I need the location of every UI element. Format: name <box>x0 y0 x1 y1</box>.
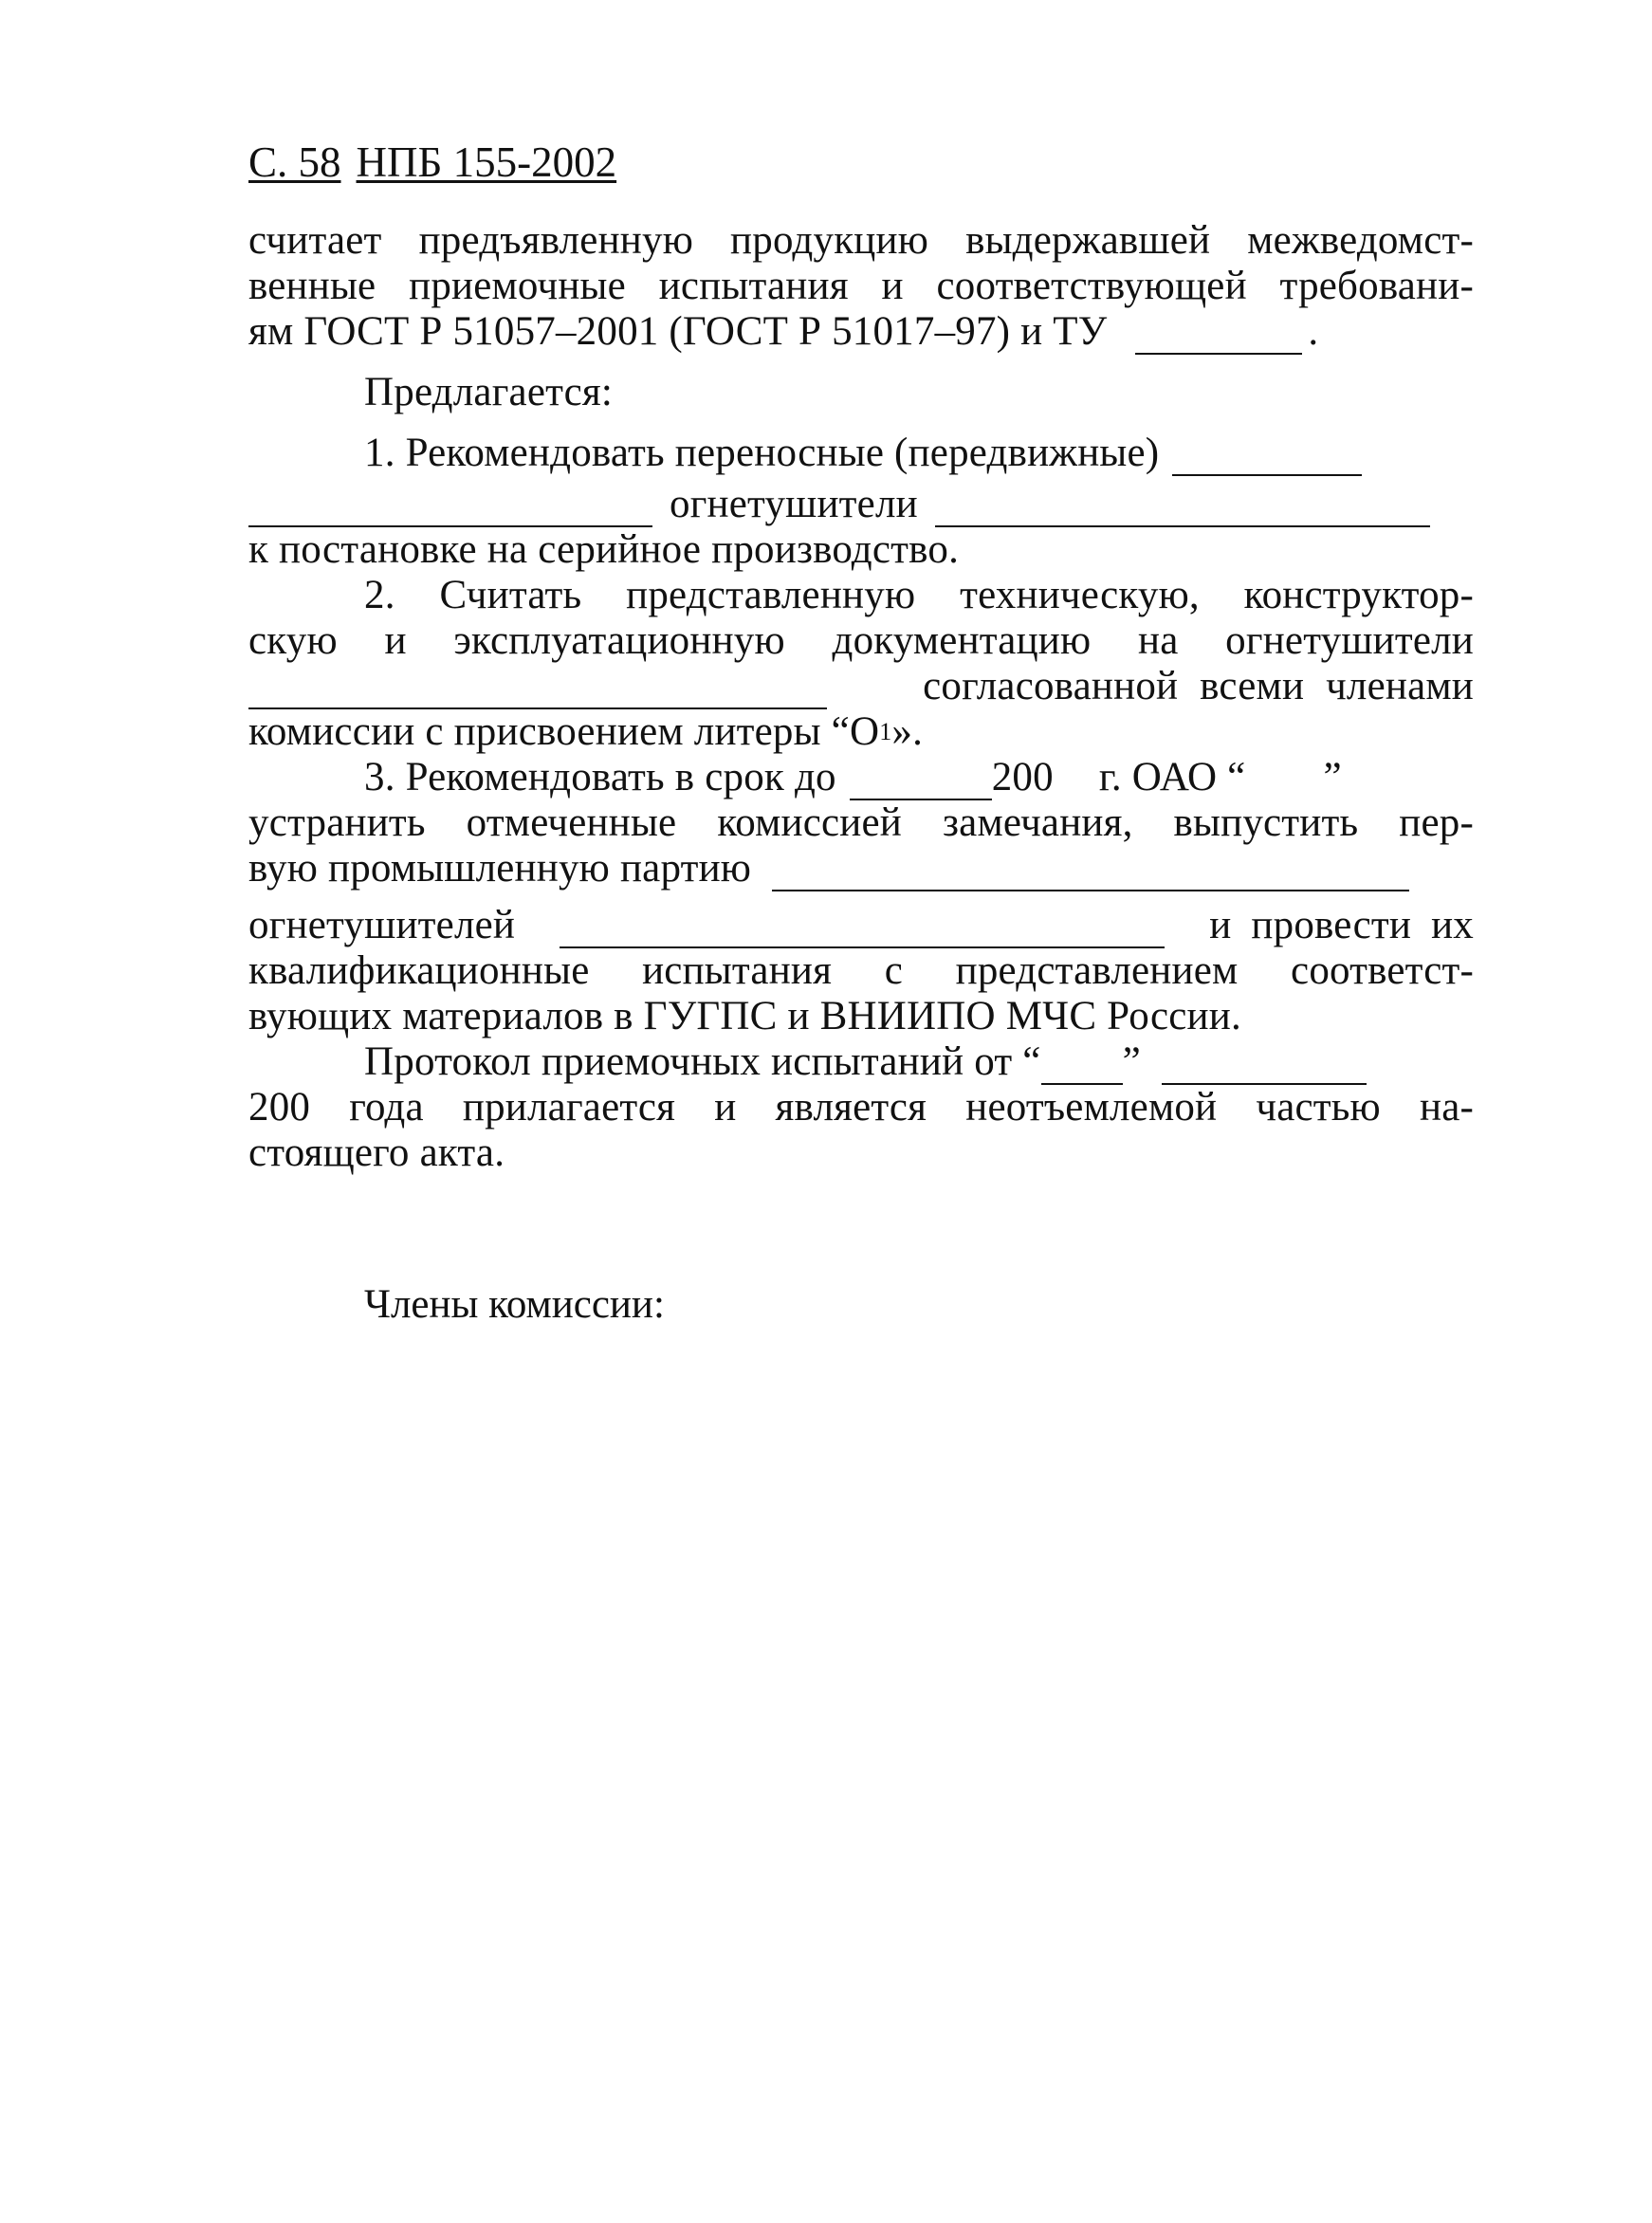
item1-blank-1 <box>1172 442 1362 476</box>
item3-batch-blank <box>772 857 1409 891</box>
item3-extinguisher-blank <box>560 914 1165 948</box>
item1-blank-3 <box>935 493 1430 527</box>
item3-line-1: 3. Рекомендовать в срок до 200 г. ОАО “ ” <box>364 755 1342 799</box>
item3-line-5: квалификационные испытания с представлением соответст- <box>248 948 1474 993</box>
proposal-heading: Предлагается: <box>364 370 614 414</box>
page-number: С. 58 <box>248 138 341 186</box>
document-code: НПБ 155-2002 <box>356 138 617 186</box>
protocol-line-2: 200 года прилагается и является неотъемлемой частью на- <box>248 1085 1474 1130</box>
protocol-month-blank <box>1162 1051 1367 1085</box>
item3-line-2: устранить отмеченные комиссией замечания, выпустить пер- <box>248 800 1474 845</box>
item3-line-4: огнетушителей и провести их <box>248 903 1474 947</box>
intro-line-1: считает предъявленную продукцию выдержавшей межведомст- <box>248 218 1474 263</box>
commission-members-heading: Члены комиссии: <box>364 1282 665 1327</box>
item2-line-1: 2. Считать представленную техническую, конструктор- <box>364 573 1474 617</box>
item1-line-1: 1. Рекомендовать переносные (передвижные) <box>248 431 1474 476</box>
item3-line-3: вую промышленную партию <box>248 846 1474 891</box>
item3-line-6: вующих материалов в ГУГПС и ВНИИПО МЧС России. <box>248 994 1241 1038</box>
item1-line-2: огнетушители <box>248 482 1474 527</box>
tu-blank <box>1135 321 1302 355</box>
intro-line-2: венные приемочные испытания и соответствующей требовани- <box>248 264 1474 308</box>
item1-line-3: к постановке на серийное производство. <box>248 527 960 572</box>
document-body <box>248 218 1474 1176</box>
protocol-line-1: Протокол приемочных испытаний от “ ” <box>248 1039 1474 1085</box>
item2-line-3: согласованной всеми членами <box>248 664 1474 709</box>
item1-blank-2 <box>248 493 652 527</box>
intro-line-3: ям ГОСТ Р 51057–2001 (ГОСТ Р 51017–97) и ТУ . <box>248 309 1319 354</box>
page-header <box>248 138 616 187</box>
item2-line-2: скую и эксплуатационную документацию на огнетушители <box>248 618 1474 663</box>
protocol-line-3: стоящего акта. <box>248 1130 505 1175</box>
protocol-day-blank <box>1041 1051 1123 1085</box>
item2-blank <box>248 675 827 709</box>
item3-date-blank <box>850 766 992 800</box>
item2-line-4: комиссии с присвоением литеры “О 1 ». <box>248 709 924 754</box>
